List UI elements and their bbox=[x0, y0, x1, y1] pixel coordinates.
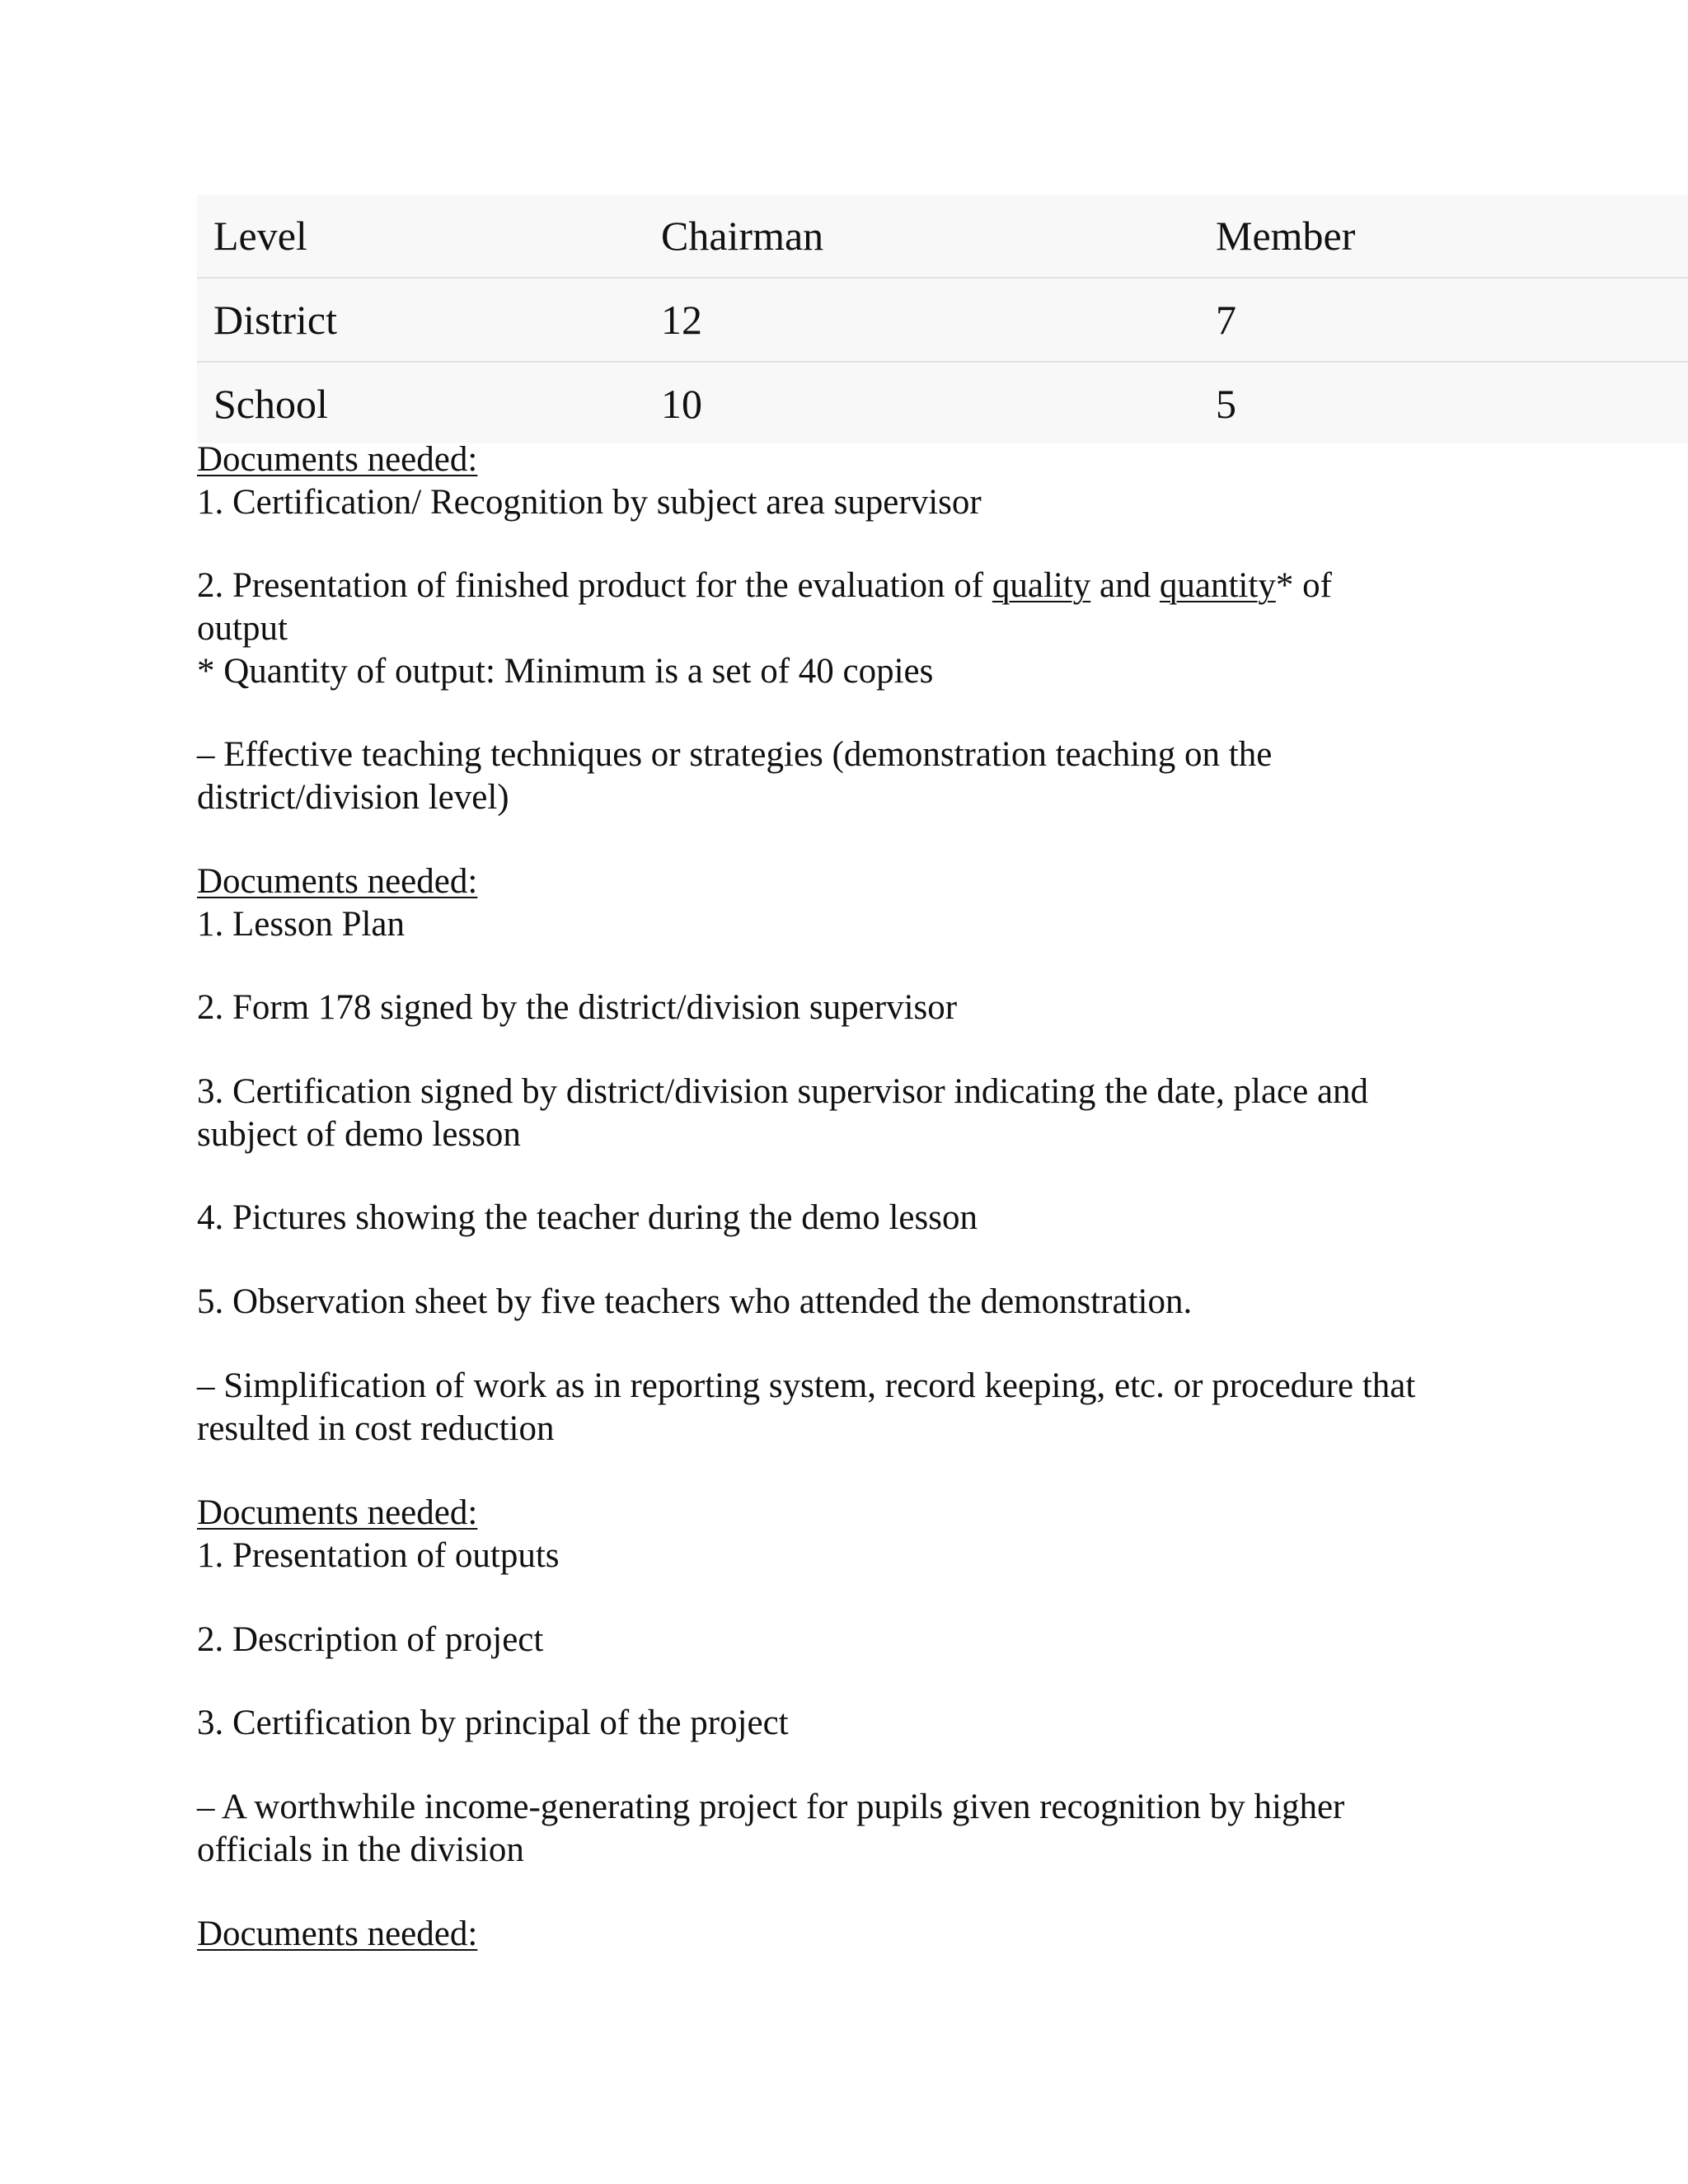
documents-needed-heading: Documents needed: bbox=[197, 440, 478, 479]
quantity-term: quantity bbox=[1159, 566, 1276, 605]
quality-term: quality bbox=[992, 566, 1091, 605]
documents-needed-heading: Documents needed: bbox=[197, 1493, 478, 1532]
documents-needed-heading: Documents needed: bbox=[197, 1915, 478, 1953]
table-row bbox=[197, 363, 1688, 443]
row-chairman: 12 bbox=[661, 297, 702, 343]
list-item: 2. Form 178 signed by the district/division supervisor bbox=[197, 988, 958, 1027]
list-item: 3. Certification signed by district/division supervisor indicating the date, place and bbox=[197, 1072, 1369, 1111]
list-item: 2. Description of project bbox=[197, 1620, 544, 1659]
list-item: 1. Presentation of outputs bbox=[197, 1536, 560, 1575]
item-text: * of bbox=[1275, 566, 1332, 605]
list-item-continued: output bbox=[197, 609, 288, 648]
list-item bbox=[197, 565, 1516, 607]
item-text: and bbox=[1090, 566, 1160, 605]
row-level: School bbox=[213, 381, 328, 427]
header-member: Member bbox=[1216, 213, 1356, 259]
criterion-heading: – Effective teaching techniques or strategies (demonstration teaching on the bbox=[197, 735, 1273, 774]
item-text: 2. Presentation of finished product for the evaluation of bbox=[197, 566, 992, 605]
footnote: * Quantity of output: Minimum is a set of 40 copies bbox=[197, 652, 934, 691]
row-level: District bbox=[213, 297, 337, 343]
list-item: 1. Lesson Plan bbox=[197, 905, 406, 944]
table-header-row bbox=[197, 194, 1688, 279]
table-row bbox=[197, 279, 1688, 363]
criterion-heading-continued: resulted in cost reduction bbox=[197, 1409, 555, 1448]
criterion-heading: – Simplification of work as in reporting system, record keeping, etc. or procedure that bbox=[197, 1366, 1416, 1405]
row-chairman: 10 bbox=[661, 381, 702, 427]
list-item: 3. Certification by principal of the project bbox=[197, 1704, 789, 1742]
documents-needed-heading: Documents needed: bbox=[197, 862, 478, 901]
document-body bbox=[197, 438, 1516, 1956]
list-item-continued: subject of demo lesson bbox=[197, 1115, 521, 1154]
criterion-heading-continued: officials in the division bbox=[197, 1830, 524, 1869]
header-level: Level bbox=[213, 213, 307, 259]
criterion-heading: – A worthwhile income-generating project for pupils given recognition by higher bbox=[197, 1788, 1345, 1826]
list-item: 4. Pictures showing the teacher during the demo lesson bbox=[197, 1198, 978, 1237]
criterion-heading-continued: district/division level) bbox=[197, 778, 509, 817]
row-member: 5 bbox=[1216, 381, 1236, 427]
header-chairman: Chairman bbox=[661, 213, 824, 259]
list-item: 5. Observation sheet by five teachers who attended the demonstration. bbox=[197, 1282, 1193, 1321]
committee-table bbox=[197, 194, 1688, 443]
row-member: 7 bbox=[1216, 297, 1236, 343]
list-item: 1. Certification/ Recognition by subject area supervisor bbox=[197, 483, 982, 522]
